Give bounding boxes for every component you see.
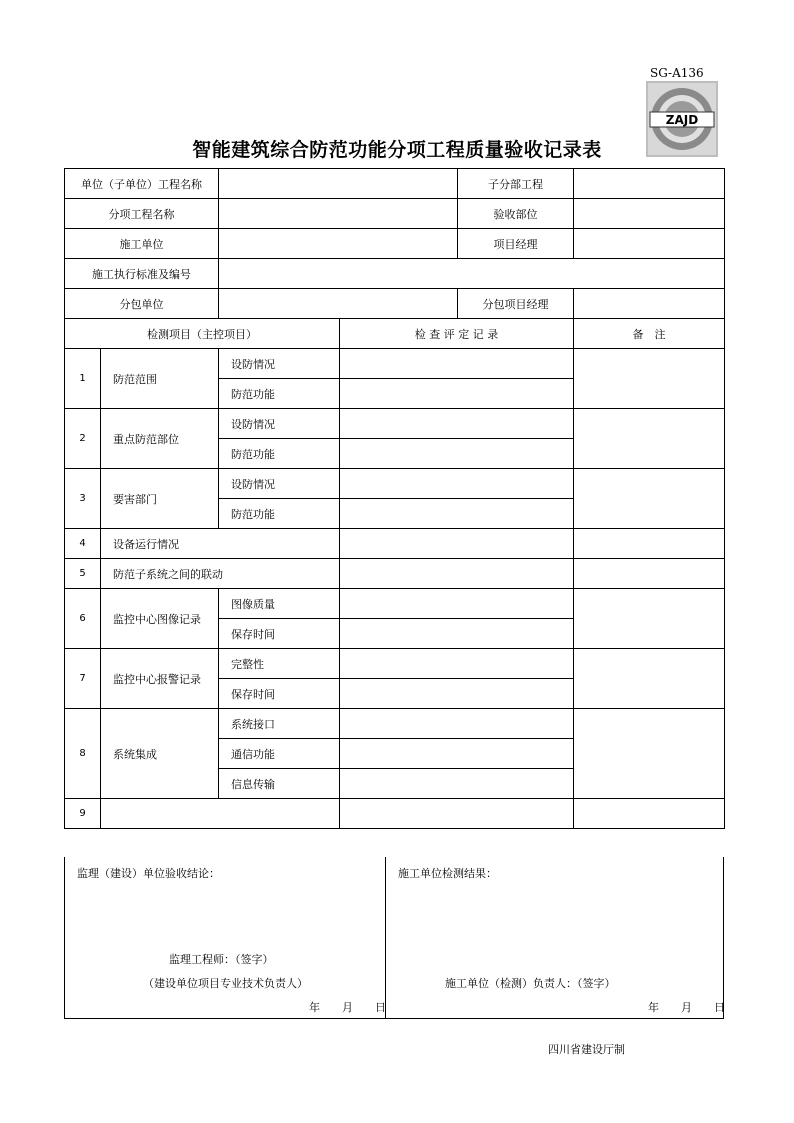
record-cell[interactable] xyxy=(340,439,574,469)
left-date-field[interactable]: 年 月 日 xyxy=(309,1001,386,1014)
sub-part-field[interactable] xyxy=(574,169,725,199)
header-row xyxy=(65,289,725,319)
header-row xyxy=(65,199,725,229)
remark-cell[interactable] xyxy=(574,709,725,799)
supervisor-conclusion-label: 监理（建设）单位验收结论： xyxy=(77,867,220,880)
record-cell[interactable] xyxy=(340,559,574,589)
record-cell[interactable] xyxy=(340,589,574,619)
record-cell[interactable] xyxy=(340,679,574,709)
record-cell[interactable] xyxy=(340,769,574,799)
project-manager-field[interactable] xyxy=(574,229,725,259)
supervisor-engineer-signature[interactable]: 监理工程师：（签字） xyxy=(169,953,274,966)
item-row xyxy=(65,559,725,589)
header-row xyxy=(65,259,725,289)
sub-item-name: 通信功能 xyxy=(219,739,340,769)
unit-project-field[interactable] xyxy=(219,169,458,199)
subcontractor-field[interactable] xyxy=(219,289,458,319)
record-cell[interactable] xyxy=(340,379,574,409)
standard-field[interactable] xyxy=(219,259,725,289)
record-cell[interactable] xyxy=(340,619,574,649)
record-cell[interactable] xyxy=(340,649,574,679)
record-cell[interactable] xyxy=(340,739,574,769)
signature-divider xyxy=(385,857,386,1018)
sub-item-name: 系统接口 xyxy=(219,709,340,739)
remark-cell[interactable] xyxy=(574,409,725,469)
record-cell[interactable] xyxy=(340,469,574,499)
sub-item-name: 防范功能 xyxy=(219,379,340,409)
item-number: 5 xyxy=(65,559,101,589)
construction-unit-field[interactable] xyxy=(219,229,458,259)
remark-cell[interactable] xyxy=(574,469,725,529)
item-name xyxy=(101,799,340,829)
item-name: 要害部门 xyxy=(101,469,219,529)
sub-item-name: 设防情况 xyxy=(219,469,340,499)
sub-item-field[interactable] xyxy=(219,199,458,229)
standard-label: 施工执行标准及编号 xyxy=(65,259,219,289)
remark-cell[interactable] xyxy=(574,799,725,829)
form-code: SG-A136 xyxy=(650,66,704,80)
page-title: 智能建筑综合防范功能分项工程质量验收记录表 xyxy=(192,139,602,161)
right-date-field[interactable]: 年 月 日 xyxy=(648,1001,725,1014)
item-name: 重点防范部位 xyxy=(101,409,219,469)
item-name: 防范范围 xyxy=(101,349,219,409)
header-row xyxy=(65,229,725,259)
item-row xyxy=(65,349,725,379)
item-row xyxy=(65,649,725,679)
sub-item-name: 保存时间 xyxy=(219,679,340,709)
item-row xyxy=(65,529,725,559)
subcontractor-label: 分包单位 xyxy=(65,289,219,319)
item-number: 9 xyxy=(65,799,101,829)
record-cell[interactable] xyxy=(340,499,574,529)
remark-cell[interactable] xyxy=(574,529,725,559)
sub-pm-field[interactable] xyxy=(574,289,725,319)
sub-item-name: 防范功能 xyxy=(219,499,340,529)
item-row xyxy=(65,469,725,499)
acceptance-part-label: 验收部位 xyxy=(458,199,574,229)
record-cell[interactable] xyxy=(340,799,574,829)
item-number: 4 xyxy=(65,529,101,559)
sub-item-name: 信息传输 xyxy=(219,769,340,799)
sub-item-name: 防范功能 xyxy=(219,439,340,469)
remark-cell[interactable] xyxy=(574,589,725,649)
project-manager-label: 项目经理 xyxy=(458,229,574,259)
item-row xyxy=(65,589,725,619)
construction-unit-label: 施工单位 xyxy=(65,229,219,259)
item-number: 6 xyxy=(65,589,101,649)
contractor-lead-signature[interactable]: 施工单位（检测）负责人：（签字） xyxy=(445,977,616,990)
record-cell[interactable] xyxy=(340,529,574,559)
column-header-item: 检测项目（主控项目） xyxy=(65,319,340,349)
remark-cell[interactable] xyxy=(574,349,725,409)
sub-item-name: 图像质量 xyxy=(219,589,340,619)
logo-text: ZAJD xyxy=(665,113,699,127)
header-row xyxy=(65,169,725,199)
contractor-result-label: 施工单位检测结果： xyxy=(398,867,497,880)
item-name: 监控中心报警记录 xyxy=(101,649,219,709)
item-name: 系统集成 xyxy=(101,709,219,799)
sub-part-label: 子分部工程 xyxy=(458,169,574,199)
item-number: 8 xyxy=(65,709,101,799)
acceptance-part-field[interactable] xyxy=(574,199,725,229)
item-name: 防范子系统之间的联动 xyxy=(101,559,340,589)
signature-section xyxy=(64,857,724,1019)
item-name: 设备运行情况 xyxy=(101,529,340,559)
sub-item-name: 完整性 xyxy=(219,649,340,679)
sub-item-label: 分项工程名称 xyxy=(65,199,219,229)
owner-tech-lead-label: （建设单位项目专业技术负责人） xyxy=(143,977,308,990)
sub-pm-label: 分包项目经理 xyxy=(458,289,574,319)
item-number: 7 xyxy=(65,649,101,709)
item-row xyxy=(65,709,725,739)
acceptance-form-table xyxy=(64,168,725,829)
record-cell[interactable] xyxy=(340,709,574,739)
record-cell[interactable] xyxy=(340,409,574,439)
sub-item-name: 设防情况 xyxy=(219,409,340,439)
unit-project-label: 单位（子单位）工程名称 xyxy=(65,169,219,199)
item-number: 3 xyxy=(65,469,101,529)
column-header-record: 检 查 评 定 记 录 xyxy=(340,319,574,349)
item-number: 1 xyxy=(65,349,101,409)
column-header-row xyxy=(65,319,725,349)
record-cell[interactable] xyxy=(340,349,574,379)
sub-item-name: 设防情况 xyxy=(219,349,340,379)
issuer-footer: 四川省建设厅制 xyxy=(548,1043,625,1056)
remark-cell[interactable] xyxy=(574,559,725,589)
column-header-remark: 备 注 xyxy=(574,319,725,349)
sub-item-name: 保存时间 xyxy=(219,619,340,649)
item-name: 监控中心图像记录 xyxy=(101,589,219,649)
item-row xyxy=(65,409,725,439)
item-number: 2 xyxy=(65,409,101,469)
item-row xyxy=(65,799,725,829)
remark-cell[interactable] xyxy=(574,649,725,709)
